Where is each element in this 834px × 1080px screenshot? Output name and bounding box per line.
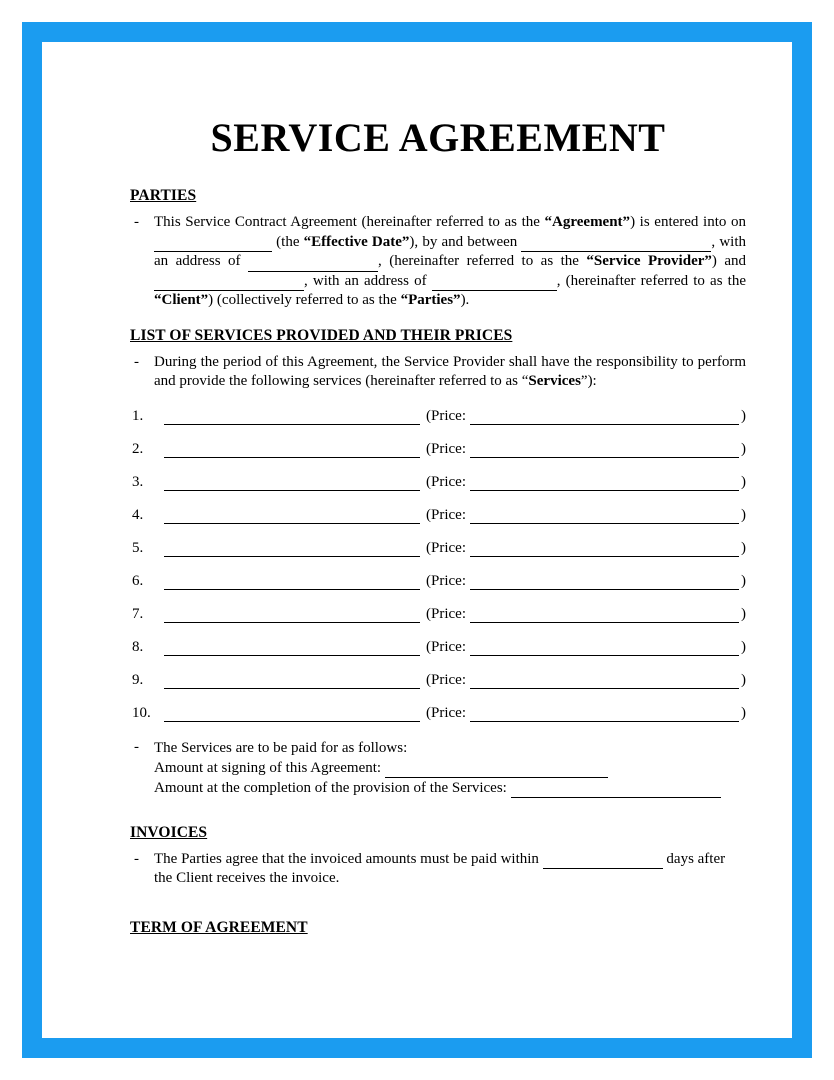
invoices-text-1: The Parties agree that the invoiced amounts must be paid within: [154, 850, 543, 867]
parties-bold-parties: “Parties”: [400, 292, 461, 308]
provider-name-blank[interactable]: [521, 237, 711, 252]
provider-address-blank[interactable]: [248, 257, 378, 272]
service-price-label: (Price:: [426, 605, 466, 622]
service-number: 5.: [132, 539, 144, 556]
payment-paragraph: [130, 738, 746, 798]
list-item: [130, 705, 746, 722]
list-item: [130, 507, 746, 524]
service-price-close: ): [741, 473, 746, 490]
parties-text-1: This Service Contract Agreement (hereinafter referred to as the: [154, 214, 545, 230]
service-description-blank[interactable]: [164, 541, 420, 557]
service-number: 6.: [132, 572, 144, 589]
document-content: [130, 114, 746, 945]
services-intro-text: [154, 353, 746, 392]
parties-text-11: ).: [460, 292, 470, 308]
service-description-blank[interactable]: [164, 673, 420, 689]
parties-bold-service-provider: “Service Provider”: [586, 253, 712, 269]
section-heading-services: LIST OF SERVICES PROVIDED AND THEIR PRICES: [130, 326, 513, 344]
invoices-text-2: days after the Client receives the invoice.: [154, 850, 726, 886]
service-description-blank[interactable]: [164, 442, 420, 458]
bullet-dash-icon: -: [134, 738, 139, 755]
service-description-blank[interactable]: [164, 475, 420, 491]
service-price-close: ): [741, 440, 746, 457]
section-heading-parties: PARTIES: [130, 187, 197, 204]
service-number: 8.: [132, 638, 144, 655]
service-price-close: ): [741, 605, 746, 622]
service-number: 9.: [132, 671, 144, 688]
payment-signing-blank[interactable]: [385, 763, 608, 778]
service-description-blank[interactable]: [164, 640, 420, 656]
parties-bold-agreement: “Agreement”: [544, 214, 631, 230]
invoice-days-blank[interactable]: [543, 854, 663, 869]
service-price-blank[interactable]: [470, 673, 739, 689]
invoices-text: [154, 850, 746, 889]
page-title: SERVICE AGREEMENT: [210, 115, 666, 160]
service-description-blank[interactable]: [164, 508, 420, 524]
service-price-blank[interactable]: [470, 508, 739, 524]
list-item: [130, 672, 746, 689]
payment-signing-label: Amount at signing of this Agreement:: [154, 759, 382, 776]
bullet-dash-icon: -: [134, 353, 139, 370]
service-price-label: (Price:: [426, 506, 466, 523]
service-price-label: (Price:: [426, 407, 466, 424]
service-price-close: ): [741, 407, 746, 424]
payment-completion-row: [154, 778, 746, 798]
list-item: [130, 441, 746, 458]
service-price-blank[interactable]: [470, 574, 739, 590]
service-number: 7.: [132, 605, 144, 622]
parties-text: [154, 213, 746, 311]
service-description-blank[interactable]: [164, 607, 420, 623]
services-intro-2: ”):: [580, 373, 597, 389]
service-price-close: ): [741, 506, 746, 523]
service-price-blank[interactable]: [470, 706, 739, 722]
page-border: [22, 22, 812, 1058]
client-address-blank[interactable]: [432, 276, 557, 291]
service-price-blank[interactable]: [470, 607, 739, 623]
parties-bold-client: “Client”: [154, 292, 209, 308]
parties-text-4: ), by and between: [409, 233, 522, 250]
payment-completion-label: Amount at the completion of the provision of the Services:: [154, 779, 507, 796]
service-number: 2.: [132, 440, 144, 457]
list-item: [130, 606, 746, 623]
service-price-label: (Price:: [426, 638, 466, 655]
effective-date-blank[interactable]: [154, 237, 272, 252]
service-price-blank[interactable]: [470, 475, 739, 491]
parties-bold-effective-date: “Effective Date”: [303, 233, 410, 250]
service-price-label: (Price:: [426, 704, 466, 721]
list-item: [130, 573, 746, 590]
parties-text-10: ) (collectively referred to as the: [208, 292, 401, 308]
parties-text-6: , (hereinafter referred to as the: [378, 253, 587, 269]
service-price-label: (Price:: [426, 440, 466, 457]
list-item: [130, 540, 746, 557]
services-intro-paragraph: [130, 353, 746, 392]
invoices-paragraph: [130, 850, 746, 889]
services-list: [130, 408, 746, 722]
parties-text-9: , (hereinafter referred to as the: [556, 272, 747, 289]
services-intro-1: During the period of this Agreement, the Service Provider shall have the responsibility to perform and provide the following services (hereinafter referred to as “: [154, 353, 746, 389]
payment-completion-blank[interactable]: [511, 783, 721, 798]
list-item: [130, 639, 746, 656]
bullet-dash-icon: -: [134, 850, 139, 867]
list-item: [130, 408, 746, 425]
service-price-close: ): [741, 539, 746, 556]
service-description-blank[interactable]: [164, 574, 420, 590]
parties-text-8: , with an address of: [304, 272, 432, 289]
service-description-blank[interactable]: [164, 706, 420, 722]
service-number: 10.: [132, 704, 151, 721]
list-item: [130, 474, 746, 491]
service-price-close: ): [741, 572, 746, 589]
service-number: 4.: [132, 506, 144, 523]
service-price-label: (Price:: [426, 572, 466, 589]
service-price-blank[interactable]: [470, 409, 739, 425]
document-page: [42, 42, 792, 1038]
parties-text-7: ) and: [711, 253, 747, 269]
section-heading-invoices: INVOICES: [130, 823, 208, 841]
payment-signing-row: [154, 758, 746, 778]
parties-paragraph: [130, 213, 746, 311]
parties-text-5: , with an address of: [154, 233, 746, 269]
service-number: 1.: [132, 407, 144, 424]
payment-intro: The Services are to be paid for as follows:: [154, 739, 408, 756]
service-price-label: (Price:: [426, 671, 466, 688]
service-description-blank[interactable]: [164, 409, 420, 425]
payment-text: [154, 738, 746, 798]
bullet-dash-icon: -: [134, 214, 139, 230]
service-price-close: ): [741, 638, 746, 655]
service-price-close: ): [741, 704, 746, 721]
service-price-label: (Price:: [426, 473, 466, 490]
parties-text-3: (the: [272, 233, 304, 250]
services-intro-bold: Services: [528, 373, 581, 389]
service-price-label: (Price:: [426, 539, 466, 556]
service-price-close: ): [741, 671, 746, 688]
service-price-blank[interactable]: [470, 442, 739, 458]
service-number: 3.: [132, 473, 144, 490]
client-name-blank[interactable]: [154, 276, 304, 291]
service-price-blank[interactable]: [470, 541, 739, 557]
service-price-blank[interactable]: [470, 640, 739, 656]
parties-text-2: ) is entered into on: [630, 214, 746, 230]
section-heading-term: TERM OF AGREEMENT: [130, 918, 308, 936]
